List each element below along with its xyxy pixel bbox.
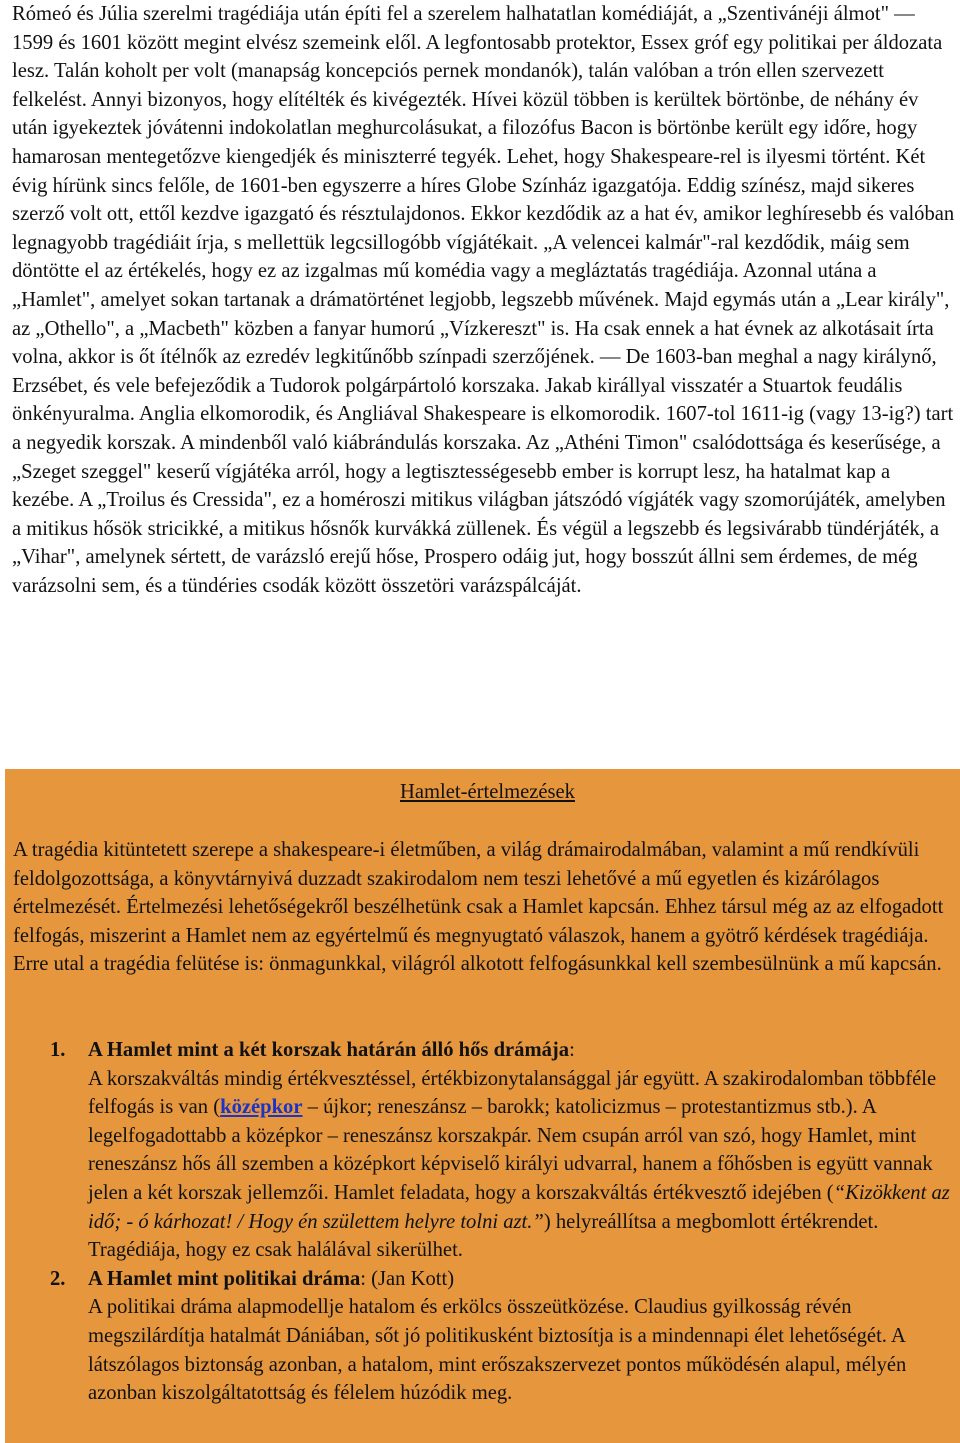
hamlet-section bbox=[5, 769, 960, 1443]
list-item-heading: A Hamlet mint politikai dráma bbox=[88, 1267, 361, 1290]
list-item bbox=[5, 1265, 960, 1408]
list-number: 2. bbox=[50, 1267, 66, 1290]
interpretation-list bbox=[5, 1036, 960, 1408]
list-number: 1. bbox=[50, 1039, 66, 1061]
list-item-heading-suffix: : bbox=[569, 1039, 575, 1061]
list-item-heading-suffix: : (Jan Kott) bbox=[360, 1267, 455, 1290]
list-item bbox=[5, 1036, 960, 1265]
hamlet-quote: “Kizökkent az idő; - ó kárhozat! / Hogy én születtem helyre tolni azt.” bbox=[88, 1181, 950, 1233]
list-item-text-continued: – újkor; reneszánsz – barokk; katolicizmus – protestantizmus stb.). A legelfogadottabb a középkor – reneszánsz korszakpár. Nem csupán arról van szó, hogy Hamlet, mint reneszánsz hős áll szemben a középkort képviselő királyi udvarral, hanem a főhősben is együtt vannak jelen a két korszak jellemzői. Hamlet feladata, hogy a korszakváltás értékvesztő idejében ( bbox=[88, 1096, 933, 1204]
section-title: Hamlet-értelmezések bbox=[400, 781, 575, 803]
list-item-heading: A Hamlet mint a két korszak határán álló hős drámája bbox=[88, 1039, 570, 1061]
intro-paragraph: Rómeó és Júlia szerelmi tragédiája után építi fel a szerelem halhatatlan komédiáját, a „Szentivánéji álmot" — 1599 és 1601 között megint elvész szemeink elől. A legfontosabb protektor, Essex gróf egy politikai per áldozata lesz. Talán koholt per volt (manapság koncepciós pernek mondanók), talán valóban a trón ellen szervezett felkelést. Annyi bizonyos, hogy elítélték és kivégezték. Hívei közül többen is kerültek börtönbe, de néhány év után igyekeztek jóvátenni indokolatlan meghurcolásukat, a filozófus Bacon is börtönbe került egy időre, hogy hamarosan mentegetőzve kiengedjék és miniszterré tegyék. Lehet, hogy Shakespeare-rel is ilyesmi történt. Két évig hírünk sincs felőle, de 1601-ben egyszerre a híres Globe Színház igazgatója. Eddig színész, majd sikeres szerző volt ott, ettől kezdve igazgató és résztulajdonos. Ekkor kezdődik az a hat év, amikor leghíresebb és valóban legnagyobb tragédiáit írja, s mellettük legcsillogóbb vígjátékait. „A velencei kalmár"-ral kezdődik, máig sem döntötte el az értékelés, hogy ez az izgalmas mű komédia vagy a megláztatás tragédiája. Azonnal utána a „Hamlet", amelyet sokan tartanak a drámatörténet legjobb, legszebb művének. Majd egymás után a „Lear király", az „Othello", a „Macbeth" közben a fanyar humorú „Vízkereszt" is. Ha csak ennek a hat évnek az alkotásait írta volna, akkor is őt ítélnők az ezredév legkitűnőbb színpadi szerzőjének. — De 1603-ban meghal a nagy királynő, Erzsébet, és vele befejeződik a Tudorok polgárpártoló korszaka. Jakab királlyal visszatér a Stuartok feudális önkényuralma. Anglia elkomorodik, és Angliával Shakespeare is elkomorodik. 1607-tol 1611-ig (vagy 13-ig?) tart a negyedik korszak. A mindenből való kiábrándulás korszaka. Az „Athéni Timon" csalódottsága és keserűsége, a „Szeget szeggel" keserű vígjátéka arról, hogy a legtisztességesebb ember is korrupt lesz, ha hatalmat kap a kezébe. A „Troilus és Cressida", ez a homéroszi mitikus világban játszódó vígjáték vagy szomorújáték, amelyben a mitikus hősök stricikké, a mitikus hősnők kurvákká züllenek. És végül a legszebb és legsivárabb tündérjáték, a „Vihar", amelynek sértett, de varázsló erejű hőse, Prospero odáig jut, hogy bosszút állni sem érdemes, de még varázsolni sem, és a tündéries csodák között összetöri varázspálcáját. bbox=[12, 3, 955, 597]
list-item-text: A politikai dráma alapmodellje hatalom és erkölcs összeütközése. Claudius gyilkosság révén megszilárdítja hatalmát Dániában, sőt jó politikusként biztosítja is a mindennapi élet lehetőségét. A látszólagos biztonság azonban, a hatalom, mint erőszakszervezet pontos működésén alapul, mélyén azonban kiszolgáltatottság és félelem húzódik meg. bbox=[88, 1296, 907, 1405]
list-item-text: A korszakváltás mindig értékvesztéssel, értékbizonytalansággal jár együtt. A szakirodalomban többféle felfogás is van ( bbox=[88, 1067, 937, 1119]
kozepkor-link[interactable]: középkor bbox=[220, 1096, 303, 1119]
list-item-text-end: ) helyreállítsa a megbomlott értékrendet. Tragédiája, hogy ez csak halálával sikerülhet. bbox=[88, 1210, 879, 1262]
section-intro: A tragédia kitüntetett szerepe a shakespeare-i életműben, a világ drámairodalmában, valamint a mű rendkívüli feldolgozottsága, a könyvtárnyivá duzzadt szakirodalom nem teszi lehetővé a mű egyetlen és kizárólagos értelmezését. Értelmezési lehetőségekről beszélhetünk csak a Hamlet kapcsán. Ehhez társul még az az elfogadott felfogás, miszerint a Hamlet nem az egyértelmű és megnyugtató válaszok, hanem a gyötrő kérdések tragédiája. Erre utal a tragédia felütése is: önmagunkkal, világról alkotott felfogásunkkal kell szembesülnünk a mű kapcsán. bbox=[13, 839, 944, 976]
